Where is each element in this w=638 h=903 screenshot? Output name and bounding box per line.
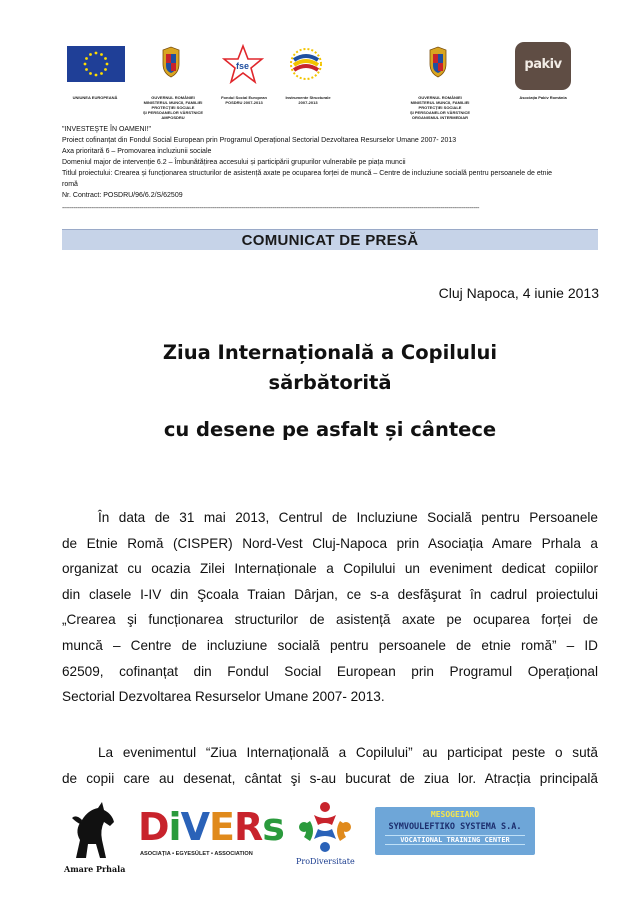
mesogeiako-company: SYMVOULEFTIKO SYSTEMA S.A. xyxy=(388,822,522,832)
paragraph-line: 62509, cofinanțat din Fondul Social European prin Programul Operațional xyxy=(62,663,598,679)
dashed-divider: ------------------------------------------------------------------------------------------------------------------------------------------------------------------------------------------------------------------------ xyxy=(62,205,480,212)
slogan: "INVESTEŞTE ÎN OAMENI!" xyxy=(62,126,151,133)
ministry-caption-amposdru: GUVERNUL ROMÂNIEI MINISTERUL MUNCII, FAMILIEI PROTECȚIEI SOCIALE ȘI PERSOANELOR VÂRSTNICE AMPOSDRU xyxy=(142,95,204,120)
svg-text:fse: fse xyxy=(236,61,250,71)
contract-number: Nr. Contract: POSDRU/96/6.2/S/62509 xyxy=(62,192,183,199)
headline-line-3: cu desene pe asfalt și cântece xyxy=(163,418,497,441)
structural-instruments-logo xyxy=(286,44,326,84)
eu-stars-icon xyxy=(67,46,125,82)
paragraph-line: de copii care au desenat, cântat şi s-au bucurat de ziua lor. Atracția principală xyxy=(62,770,598,786)
document-date: Cluj Napoca, 4 iunie 2013 xyxy=(438,285,599,301)
divers-letter: E xyxy=(209,805,234,849)
paragraph-line: muncă – Centre de incluziune socială pentru persoanele de etnie romă” – ID xyxy=(62,637,598,653)
divers-caption: ASOCIAȚIA • EGYESÜLET • ASSOCIATION xyxy=(140,851,253,857)
paragraph-line: Sectorial Dezvoltarea Resurselor Umane 2007- 2013. xyxy=(62,689,385,705)
divers-letter: V xyxy=(180,805,209,849)
romania-coat-of-arms-icon xyxy=(427,46,449,78)
paragraph-line: La evenimentul “Ziua Internațională a Copilului” au participat peste o sută xyxy=(98,745,598,760)
structural-instruments-caption: Instrumente Structurale 2007-2013 xyxy=(285,95,331,105)
romania-coat-of-arms-icon xyxy=(160,46,182,78)
intervention-domain: Domeniul major de intervenție 6.2 – Îmbunătățirea accesului și participării grupurilor vulnerabile pe piața muncii xyxy=(62,159,406,166)
prodiversitate-figures-icon xyxy=(292,799,358,857)
body-paragraph-1 xyxy=(62,505,598,710)
paragraph-line: din clasele I-IV din Şcoala Traian Dârjan, ce s-a desfăşurat în cadrul proiectului xyxy=(62,586,598,602)
amare-prhala-logo xyxy=(62,800,126,874)
mesogeiako-name: MESOGEIAKO xyxy=(430,810,480,819)
divers-logo xyxy=(138,807,282,867)
eu-caption: UNIUNEA EUROPEANĂ xyxy=(72,95,118,100)
project-title-line-2: romă xyxy=(62,181,78,188)
pakiv-logo-text: pakiv xyxy=(524,57,562,72)
paragraph-line: organizat cu ocazia Zilei Internaționale a Copilului un eveniment dedicat copiilor xyxy=(62,561,598,577)
partner-logo-strip xyxy=(62,38,612,120)
priority-axis: Axa prioritară 6 – Promovarea incluziunii sociale xyxy=(62,148,212,155)
body-paragraph-2 xyxy=(62,740,598,791)
ministry-caption-oi: GUVERNUL ROMÂNIEI MINISTERUL MUNCII, FAMILIEI PROTECȚIEI SOCIALE ȘI PERSOANELOR VÂRSTNICE ORGANISMUL INTERMEDIAR xyxy=(409,95,471,120)
mesogeiako-logo xyxy=(375,807,535,855)
divers-letter: R xyxy=(233,805,263,849)
pakiv-caption: Asociația Pakiv România xyxy=(519,95,567,100)
headline-line-2: sărbătorită xyxy=(268,371,392,394)
project-info-block xyxy=(62,124,602,214)
project-cofinancing: Proiect cofinanțat din Fondul Social European prin Programul Operațional Sectorial Dezvoltarea Resurselor Umane 2007- 2013 xyxy=(62,137,457,144)
mesogeiako-subtitle: VOCATIONAL TRAINING CENTER xyxy=(385,835,525,845)
amare-prhala-caption: Amare Prhala xyxy=(64,864,126,874)
press-release-title: COMUNICAT DE PRESĂ xyxy=(241,232,419,249)
pakiv-logo xyxy=(515,42,571,90)
fse-caption: Fondul Social European POSDRU 2007-2013 xyxy=(221,95,267,105)
divers-letter: i xyxy=(168,805,181,849)
prodiversitate-caption: ProDiversitate xyxy=(296,857,355,866)
headline-line-1: Ziua Internațională a Copilului xyxy=(162,341,498,364)
fse-star-logo xyxy=(222,44,264,84)
paragraph-line: În data de 31 mai 2013, Centrul de Incluziune Socială pentru Persoanele xyxy=(98,510,598,525)
paragraph-line: de Etnie Romă (CISPER) Nord-Vest Cluj-Napoca prin Asociația Amare Prhala a xyxy=(62,535,598,551)
divers-wordmark xyxy=(138,807,284,847)
eu-flag-logo xyxy=(67,46,125,82)
divers-letter: s xyxy=(262,805,284,849)
prodiversitate-logo xyxy=(292,799,358,871)
divers-letter: D xyxy=(138,805,169,849)
horse-icon xyxy=(62,800,124,862)
footer-logo-strip xyxy=(62,795,602,875)
paragraph-line: „Crearea şi funcționarea structurilor de asistență axate pe ocuparea forței de xyxy=(62,612,598,628)
project-title-line-1: Titlul proiectului: Crearea și funcționarea structurilor de asistență axate pe ocuparea forței de muncă – Centre de incluziune socială pentru persoanele de etnie xyxy=(62,170,553,177)
press-release-banner xyxy=(62,229,598,250)
